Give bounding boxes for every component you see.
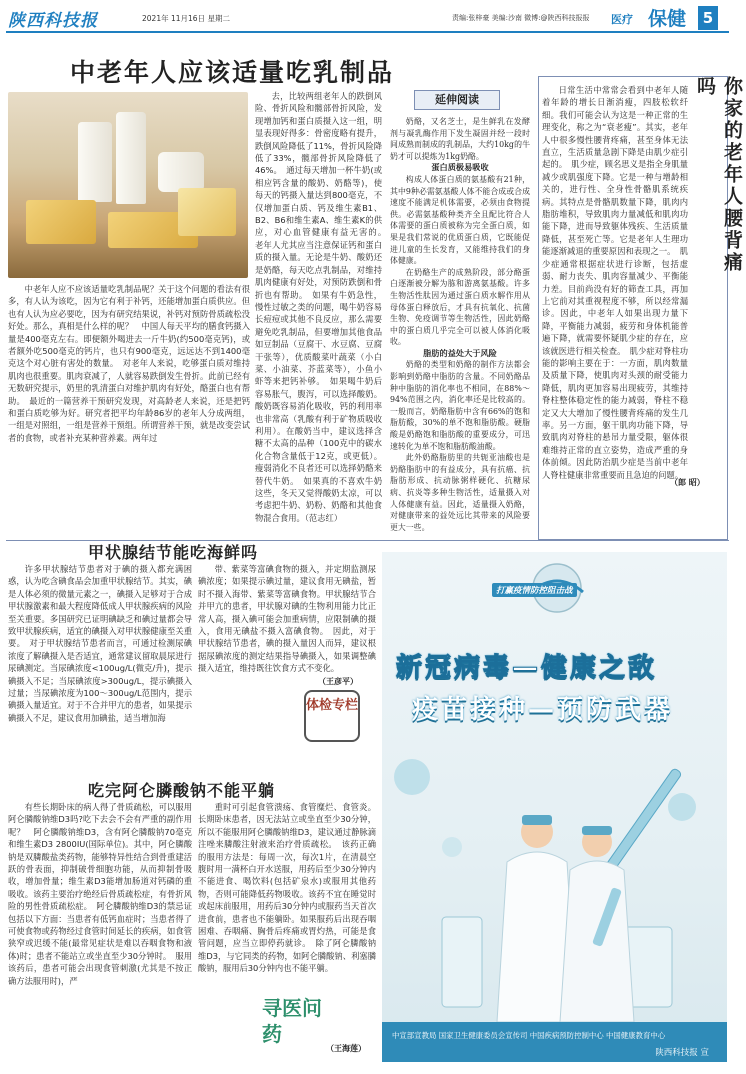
masthead-logo: 陕西科技报 bbox=[8, 11, 98, 31]
doctors-vaccine-illustration bbox=[382, 737, 727, 1022]
article-milk-text-1: 中老年人应不应该适量吃乳制品呢？关于这个问题的看法有很多，有人认为该吃，因为它有利于补钙，还能增加蛋白质供应。但也有人认为应必要吃，因为有研究结果说，补钙对预防骨质疏松没好处。那么，真相是什么样的呢？ 中国人每天平均的膳食钙摄入量是400毫克左右。即便额外喝进去一斤牛奶(约500毫克钙)，或者额外吃500毫克的钙片，也只有900毫克，远远达不到1400毫克这个对心脏有害处的数量。 对老年人来说，吃够蛋白质对维持肌肉也很重要。肌肉衰减了，人就容易跌倒发生骨折。此前已经有无数研究提示，奶里的乳清蛋白对维护肌肉有好处，酪蛋白也有帮助。 最近的一篇营养干预研究发现，对高龄老人来说，还是把钙和蛋白质吃够为好。研究者把平均年龄86岁的老年人分成两组，一组是对照组，一组是营养干预组。所谓营养干预，就是改变尝试者的食物，或者补充某种营养素。两年过 bbox=[8, 284, 250, 443]
thyroid-col2 bbox=[198, 563, 376, 673]
thyroid-author: （王彦平） bbox=[318, 677, 358, 686]
thyroid-col1 bbox=[8, 563, 192, 743]
extended-p2: 在奶酪生产的成熟阶段，部分酪蛋白逐渐被分解为胨和游离氨基酸。许多生物活性肽因为通过蛋白质水解作用从母体蛋白释放后，才具有抗氧化、抗菌生物、免疫调节等生物活性，因此奶酪中的蛋白质几乎完全可以被人体消化吸收。 bbox=[390, 267, 530, 347]
article-milk-headline: 中老年人应该适量吃乳制品 bbox=[70, 58, 395, 87]
ad-slogan-2: 疫苗接种—预防武器 bbox=[412, 695, 674, 725]
alendronate-col2 bbox=[198, 801, 376, 993]
extended-sub1: 蛋白质极易吸收 bbox=[431, 162, 489, 173]
editors-line: 责编:张梓豪 美编:沙南 微博:@陕西科技报报 bbox=[452, 14, 590, 22]
thyroid-text-2: 带、紫菜等富碘食物的摄入，并定期监测尿碘浓度；如果提示碘过量，建议食用无碘盐，暂时不摄入海带、紫菜等富碘食物。甲状腺结节合并甲亢的患者，甲状腺对碘的生物利用能力比正常人高，摄入碘可能会加重病情，应限制碘的摄入，食用无碘盐不摄入富碘食物。 因此，对于甲状腺结节患者，碘的摄入量因人而异，建议根据尿碘浓度的测定结果指导碘摄入，如果调整碘摄入适宜，维持既往饮食方式不变化。 bbox=[198, 564, 376, 674]
extended-intro: 奶酪，又名芝士，是生鲜乳在发酵剂与凝乳酶作用下发生凝固并经一段时间成熟而制成的乳制品，大约10kg的牛奶才可以提炼为1kg奶酪。 bbox=[390, 117, 530, 161]
extended-p4: 此外奶酪脂肪里的共轭亚油酸也是奶酪脂肪中的有益成分，具有抗癌、抗脂肪形成、抗动脉粥样硬化、抗糖尿病、抗炎等多种生物活性，适量摄入对人体健康有益。因此，适量摄入奶酪，对健康带来的益处远比其带来的风险要更大一些。 bbox=[390, 453, 530, 532]
thyroid-text-1: 许多甲状腺结节患者对于碘的摄入都充满困惑，认为吃含碘食品会加重甲状腺结节。其实，碘是人体必须的微量元素之一，碘摄入足够对于合成甲状腺激素和最大程度降低成人甲状腺疾病的风险至关重要。多国研究已证明碘缺乏和碘过量都会导致甲状腺疾病，适宜的碘摄入对甲状腺健康至关重要。 对于甲状腺结节患者而言，可通过检测尿碘浓度了解碘摄入是否适宜，通常建议留取晨尿进行尿碘测定。当尿碘浓度<100ug/L(微克/升)，提示碘摄入不足；当尿碘浓度>300ug/L，提示碘摄入过量；当尿碘浓度为100～300ug/L范围内，提示碘摄入量适宜。对于不合并甲亢的患者，如果提示碘摄入不足，建议食用加碘盐，适当增加海 bbox=[8, 564, 192, 723]
health-column-stamp-text: 体检专栏 bbox=[306, 698, 359, 713]
header-rule bbox=[6, 31, 729, 33]
alendronate-author: （王海莲） bbox=[326, 1044, 366, 1053]
ad-footer bbox=[382, 1022, 727, 1062]
article-milk-col1 bbox=[8, 283, 250, 531]
extended-reading-box bbox=[388, 82, 530, 536]
back-pain-author: （郎 昭） bbox=[670, 478, 705, 487]
alendronate-title: 吃完阿仑膦酸钠不能平躺 bbox=[88, 781, 276, 800]
extended-reading-title: 延伸阅读 bbox=[414, 90, 500, 110]
thyroid-title: 甲状腺结节能吃海鲜吗 bbox=[88, 543, 259, 562]
article-milk-text-2: 去，比较两组老年人的跌倒风险、骨折风险和髋部骨折风险，发现增加钙和蛋白质摄入这一组，明显表现好得多：骨密度略有提升，跌倒风险降低了11%，骨折风险降低了33%，髋部骨折风险降低了46%。 通过每天增加一杯牛奶(或相应钙含量的酸奶、奶酪等)，使每天的钙摄入量达到800毫克，不仅增加蛋白质、钙及维生素B1、B2、B6和维生素A、维生素K的供应，对心血管健康有益无害的。 老年人尤其应当注意保证钙和蛋白质的摄入量。无论是牛奶、酸奶还是奶酪，每天吃点乳制品，对维持肌肉健康有好处，对预防跌倒和骨折也有帮助。 如果有牛奶急性，慢性过敏之类的问题，喝牛奶容易长痘痘或其他不良反应，那么需要避免吃乳制品，但要增加其他食品如豆制品（豆腐干、水豆腐、豆腐干张等），优质酸菜叶蔬菜（小白菜、小油菜、芥蓝菜等），小鱼小虾等来把钙补够。 如果喝牛奶后容易胀气，腹泻，可以选择酸奶。酸奶既容易消化吸收，钙的利用率也非常高（乳酸有利于矿物质吸收利用）。在酸奶当中，建议选择含糖不太高的品种（100克中的碳水化合物含量低于12克，或更低）。瘦弱消化不良者还可以选择奶酪来替代牛奶。 如果真的不喜欢牛奶这些，冬天又觉得酸奶太凉，可以考虑把牛奶、奶粉、奶酪和其他食物混合食用。（范志红） bbox=[255, 91, 391, 523]
page-number: 5 bbox=[698, 6, 718, 30]
alendronate-col1 bbox=[8, 801, 192, 1063]
extended-p1: 构成人体蛋白质的氨基酸有21种，其中9种必需氨基酸人体不能合成或合成速度不能满足机体需要，必须由食物提供。必需氨基酸种类齐全且配比符合人体需要的蛋白质被称为完全蛋白质，如果是我们常说的优质蛋白质，它既能促进儿童的生长发育，又能维持我们的身体健康。 bbox=[390, 174, 530, 266]
ask-doctor-stamp: 寻医问药 bbox=[262, 996, 322, 1046]
back-pain-title-bar bbox=[692, 76, 743, 286]
article-milk-col2 bbox=[255, 90, 391, 528]
section-label: 医疗 bbox=[611, 13, 633, 26]
alendronate-text-1: 有些长期卧床的病人得了骨质疏松，可以服用阿仑膦酸钠维D3吗?吃下去会不会有严重的副作用呢？ 阿仑膦酸钠维D3，含有阿仑膦酸钠70毫克和维生素D3 2800IU(国际单位)。其中，阿仑膦酸钠是双膦酸盐类药物，能够特异性结合到骨重建活跃的骨表面，抑制破骨细胞功能，从而抑制骨吸收，增加骨量；维生素D3能增加肠道对钙磷的重吸收。该药主要治疗绝经后骨质疏松症，有骨折风险的男性骨质疏松症。 阿仑膦酸钠维D3的禁忌证包括以下方面：当患者有低钙血症时；当患者得了可使食物或药物经过食管时间延长的疾病，如食管狭窄或迟缓不能(最常见症状是难以吞咽食物和液体)时；患者不能站立或坐直至少30分钟时。 服用该药后，患者可能会出现食管刺激(尤其是不按正确方法服用时)，严 bbox=[8, 802, 192, 986]
extended-sub2: 脂肪的益处大于风险 bbox=[423, 347, 497, 358]
health-column-stamp bbox=[304, 690, 360, 742]
ad-badge-text: 打赢疫情防控阻击战 bbox=[492, 583, 577, 597]
dairy-photo bbox=[8, 92, 248, 278]
back-pain-body bbox=[542, 84, 688, 484]
alendronate-text-2: 重时可引起食管溃疡、食管糜烂、食管炎。长期卧床患者，因无法站立或坐直至少30分钟，所以不能服用阿仑膦酸钠维D3，建议通过静脉滴注唑来膦酸注射液来治疗骨质疏松。 该药正确的服用方法是：每周一次，每次1片，在清晨空腹时用一满杯白开水送服，用药后至少30分钟内不能进食、喝饮料(包括矿泉水)或服用其他药物，否则可能降低药物吸收。该药不宜在睡觉时或起床前服用，用药后30分钟内或服药当天首次进食前，患者也不能躺卧。如果服药后出现吞咽困难、吞咽痛、胸骨后疼痛或胃灼热，可能是食管问题，应当立即停药就诊。 除了阿仑膦酸钠维D3，与它同类的药物，如阿仑膦酸钠、利塞膦酸钠，服用后30分钟内也不能平躺。 bbox=[198, 802, 376, 974]
back-pain-text: 日常生活中常常会看到中老年人随着年龄的增长日渐消瘦，四肢松软纤细。我们可能会认为这是一种正常的生理变化，称之为“衰老瘦”。其实，老年人中很多慢性腰背疼痛，甚至身体无法直立，生活质量急剧下降是由肌少症引起的。 肌少症，顾名思义是指全身肌量减少或肌强度下降。它是一种与增龄相关的，进行性、全身性骨骼肌系统疾病。其特点是骨骼肌数量下降，肌肉内脂肪堆积，导致肌肉力量减低和肌肉功能下降，进而导致躯体残疾、生活质量降低，甚至死亡等。它是老年人生理功能逐渐减退的重要原因和表现之一。 肌少症通常根据症状进行诊断，包括虚弱、耐力丧失、肌肉容量减少、平衡能力差。目前尚没有好的筛查工具，再加上它前对其重视程度不够，所以经常漏诊。因此，中老年人如果出现力量下降，平衡能力减弱，疲劳和身体机能普遍下降，就需要怀疑肌少症的存在，应该就医进行相关检查。 肌少症对脊柱功能的影响主要在于：一方面，肌肉数量及质量下降，使肌肉对头颈的耐受能力降低，肌肉更加容易出现疲劳，其维持脊柱整体稳定性的能力减弱，脊柱不稳定又大大增加了慢性腰背疼痛的发生几率。另一方面，躯干肌肉功能下降，导致肌肉对脊柱的悬吊力量受限，躯体很难维持正常的直立姿势，造成严重的身体前倾。因此防治肌少症是当前中老年人脊柱健康非常重要而且急迫的问题。 bbox=[542, 85, 688, 480]
back-pain-title: 你家的老年人腰背痛吗 bbox=[694, 76, 743, 274]
vaccine-ad bbox=[382, 552, 727, 1062]
ad-footer-sponsors: 中宣部宣教局 国家卫生健康委员会宣传司 中国疾病预防控制中心 中国健康教育中心 bbox=[392, 1031, 666, 1040]
ad-slogan-1: 新冠病毒—健康之敌 bbox=[396, 653, 658, 683]
section-title: 保健 bbox=[648, 8, 687, 30]
issue-date: 2021年 11月16日 星期二 bbox=[142, 14, 230, 23]
ad-footer-org: 陕西科技报 宣 bbox=[655, 1048, 709, 1058]
extended-p3: 奶酪的类型和奶酪的制作方法都会影响到奶酪中脂肪的含量。不同奶酪品种中脂肪的消化率也不相同，在88%～94%范围之内，消化率还是比较高的。一般而言，奶酪脂肪中含有66%的饱和脂肪酸，30%的单不饱和脂肪酸。硬脂酸是奶酪饱和脂肪酸的重要成分，可迅速转化为单不饱和脂肪酸油酸。 bbox=[390, 360, 530, 451]
